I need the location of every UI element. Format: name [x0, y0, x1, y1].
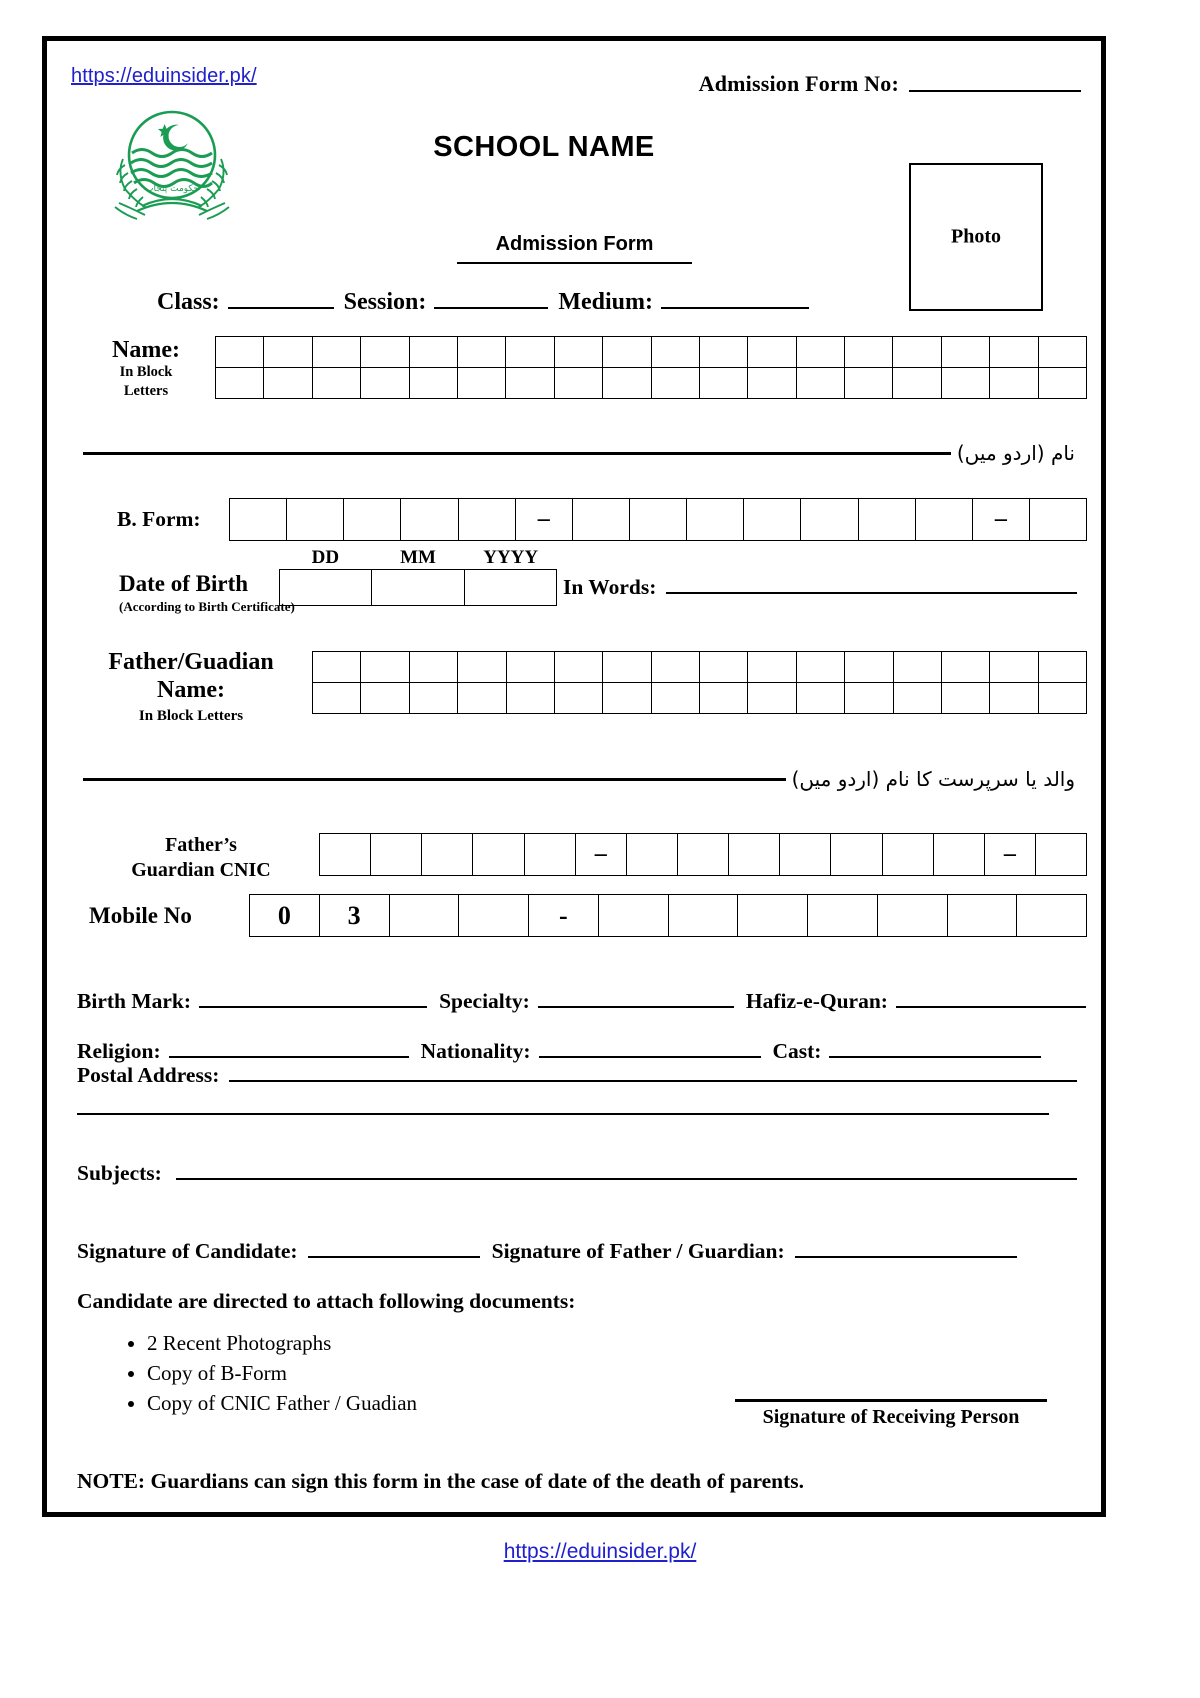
session-input-line[interactable] — [434, 307, 548, 309]
grid-row — [216, 368, 1087, 399]
grid-cell[interactable] — [313, 368, 361, 399]
grid-cell[interactable] — [371, 834, 422, 876]
grid-cell[interactable] — [313, 652, 361, 683]
grid-cell-filled[interactable]: – — [985, 834, 1036, 876]
urdu-father-name-row — [83, 767, 1075, 791]
grid-cell[interactable] — [942, 337, 990, 368]
grid-cell[interactable] — [831, 834, 882, 876]
in-words-label: In Words: — [563, 575, 657, 599]
cnic-label-line2: Guardian CNIC — [131, 859, 271, 881]
nationality-input-line[interactable] — [539, 1056, 761, 1058]
grid-cell[interactable] — [410, 683, 458, 714]
birth-mark-input-line[interactable] — [199, 1006, 427, 1008]
in-words-input-line[interactable] — [666, 592, 1077, 594]
name-character-grid[interactable] — [215, 336, 1087, 399]
receiving-person-signature-block — [735, 1399, 1047, 1429]
grid-cell[interactable] — [1030, 499, 1087, 541]
subjects-input-line[interactable] — [176, 1178, 1077, 1180]
dob-label-sub: (According to Birth Certificate) — [119, 599, 295, 614]
photo-placeholder-box[interactable] — [909, 163, 1043, 311]
grid-row — [313, 683, 1087, 714]
grid-cell[interactable] — [990, 683, 1038, 714]
subjects-row — [77, 1161, 1077, 1186]
attach-documents-title: Candidate are directed to attach following documents: — [77, 1289, 576, 1313]
admission-form-no-blank-line[interactable] — [909, 90, 1081, 92]
grid-cell[interactable] — [555, 683, 603, 714]
grid-cell[interactable] — [458, 683, 506, 714]
grid-cell[interactable] — [700, 683, 748, 714]
grid-cell[interactable] — [808, 895, 878, 937]
father-label-second: Name: — [157, 676, 225, 703]
form-note: NOTE: Guardians can sign this form in the case of date of the death of parents. — [77, 1469, 805, 1493]
grid-cell[interactable] — [603, 368, 651, 399]
grid-cell[interactable] — [738, 895, 808, 937]
birth-mark-label: Birth Mark: — [77, 989, 192, 1013]
class-input-line[interactable] — [228, 307, 334, 309]
hafiz-e-quran-label: Hafiz-e-Quran: — [745, 989, 888, 1013]
cast-label: Cast: — [772, 1039, 822, 1063]
religion-info-row — [77, 1039, 1077, 1064]
grid-cell[interactable] — [700, 652, 748, 683]
grid-cell-filled[interactable]: - — [529, 895, 599, 937]
grid-cell-filled[interactable]: – — [576, 834, 627, 876]
grid-cell[interactable] — [361, 337, 409, 368]
grid-cell-filled[interactable]: 3 — [320, 895, 390, 937]
grid-cell[interactable] — [942, 683, 990, 714]
grid-cell[interactable] — [700, 337, 748, 368]
father-name-character-grid[interactable] — [312, 651, 1087, 714]
grid-cell[interactable] — [458, 368, 506, 399]
dob-column-header: DD — [311, 547, 340, 568]
grid-cell[interactable] — [942, 368, 990, 399]
grid-cell[interactable] — [744, 499, 801, 541]
birth-mark-info-row — [77, 989, 1077, 1014]
form-subtitle: Admission Form — [457, 233, 692, 264]
grid-cell[interactable] — [1039, 652, 1087, 683]
document-list-item: • Copy of B-Form — [147, 1359, 417, 1389]
urdu-name-row — [83, 441, 1075, 465]
grid-cell[interactable] — [652, 683, 700, 714]
top-site-url-link[interactable]: https://eduinsider.pk/ — [71, 65, 257, 87]
grid-cell[interactable] — [678, 834, 729, 876]
grid-cell[interactable] — [344, 499, 401, 541]
grid-cell[interactable] — [230, 499, 287, 541]
cast-input-line[interactable] — [829, 1056, 1041, 1058]
grid-cell[interactable] — [990, 368, 1038, 399]
grid-cell[interactable] — [422, 834, 473, 876]
grid-cell[interactable] — [507, 683, 555, 714]
candidate-signature-line[interactable] — [308, 1256, 480, 1258]
admission-form-no-label: Admission Form No: — [698, 71, 899, 96]
grid-cell[interactable] — [459, 499, 516, 541]
class-session-medium-row — [157, 289, 819, 316]
grid-cell[interactable] — [506, 368, 554, 399]
grid-cell[interactable] — [264, 368, 312, 399]
grid-cell[interactable] — [748, 368, 796, 399]
urdu-name-input-line[interactable] — [83, 452, 951, 455]
grid-cell[interactable] — [990, 652, 1038, 683]
religion-input-line[interactable] — [169, 1056, 409, 1058]
grid-cell[interactable] — [729, 834, 780, 876]
grid-cell[interactable] — [948, 895, 1018, 937]
grid-cell[interactable] — [459, 895, 529, 937]
specialty-input-line[interactable] — [538, 1006, 734, 1008]
admission-form-no-field — [699, 71, 1081, 97]
grid-cell[interactable] — [801, 499, 858, 541]
grid-cell[interactable] — [652, 337, 700, 368]
dob-column-headers — [279, 547, 557, 569]
grid-cell[interactable] — [1036, 834, 1087, 876]
grid-cell[interactable] — [1039, 683, 1087, 714]
father-label-small: In Block Letters — [138, 708, 244, 725]
grid-cell[interactable] — [652, 652, 700, 683]
grid-cell[interactable] — [1039, 337, 1087, 368]
cnic-field-label — [93, 833, 309, 883]
grid-cell[interactable] — [603, 337, 651, 368]
required-documents-list — [113, 1329, 417, 1418]
grid-cell-filled[interactable]: – — [516, 499, 573, 541]
dob-field-label — [119, 571, 295, 615]
subjects-label: Subjects: — [77, 1161, 162, 1185]
grid-cell[interactable] — [845, 337, 893, 368]
grid-cell[interactable] — [1017, 895, 1087, 937]
grid-cell[interactable] — [287, 499, 344, 541]
grid-cell[interactable] — [603, 683, 651, 714]
grid-cell[interactable] — [748, 683, 796, 714]
urdu-father-name-input-line[interactable] — [83, 778, 786, 781]
grid-cell[interactable] — [893, 368, 941, 399]
grid-cell[interactable] — [361, 368, 409, 399]
grid-cell[interactable] — [780, 834, 831, 876]
grid-cell[interactable] — [603, 652, 651, 683]
receiving-person-signature-line[interactable] — [735, 1399, 1047, 1402]
grid-cell[interactable] — [410, 652, 458, 683]
dob-column-header: YYYY — [483, 547, 539, 568]
punjab-government-emblem-icon — [97, 103, 247, 228]
grid-cell[interactable] — [390, 895, 460, 937]
guardian-signature-line[interactable] — [795, 1256, 1017, 1258]
footer-site-url-link[interactable]: https://eduinsider.pk/ — [503, 1540, 697, 1563]
dob-in-words-row — [563, 575, 1077, 600]
cnic-number-grid[interactable] — [319, 833, 1087, 876]
name-label-line2: In Block — [119, 364, 173, 381]
grid-cell[interactable] — [859, 499, 916, 541]
class-label: Class: — [157, 289, 220, 315]
grid-cell[interactable] — [990, 337, 1038, 368]
cnic-label-line1: Father’s — [165, 834, 237, 856]
name-label-line3: Letters — [123, 382, 169, 399]
urdu-father-name-label: والد یا سرپرست کا نام (اردو میں) — [791, 767, 1075, 791]
grid-cell[interactable] — [361, 683, 409, 714]
grid-cell[interactable] — [372, 570, 464, 606]
grid-cell[interactable] — [797, 337, 845, 368]
bform-number-grid[interactable] — [229, 498, 1087, 541]
medium-label: Medium: — [558, 289, 654, 315]
document-list-item: • Copy of CNIC Father / Guadian — [147, 1389, 417, 1419]
document-list-item: • 2 Recent Photographs — [147, 1329, 417, 1359]
grid-cell-filled[interactable]: – — [973, 499, 1030, 541]
medium-input-line[interactable] — [661, 307, 809, 309]
grid-cell[interactable] — [555, 337, 603, 368]
grid-cell[interactable] — [748, 652, 796, 683]
grid-cell[interactable] — [507, 652, 555, 683]
grid-cell[interactable] — [573, 499, 630, 541]
grid-cell[interactable] — [1039, 368, 1087, 399]
grid-cell[interactable] — [525, 834, 576, 876]
grid-cell[interactable] — [361, 652, 409, 683]
grid-cell[interactable] — [320, 834, 371, 876]
grid-cell[interactable] — [845, 652, 893, 683]
grid-cell-filled[interactable]: 0 — [250, 895, 320, 937]
grid-cell[interactable] — [894, 652, 942, 683]
form-outer-border — [42, 36, 1106, 1517]
grid-cell[interactable] — [506, 337, 554, 368]
grid-cell[interactable] — [555, 652, 603, 683]
postal-address-input-line-1[interactable] — [229, 1080, 1077, 1082]
photo-label: Photo — [951, 225, 1001, 248]
father-name-field-label — [77, 649, 305, 725]
grid-cell[interactable] — [916, 499, 973, 541]
urdu-name-label: نام (اردو میں) — [956, 441, 1075, 465]
postal-address-row — [77, 1063, 1077, 1088]
grid-cell[interactable] — [700, 368, 748, 399]
grid-cell[interactable] — [313, 683, 361, 714]
session-label: Session: — [343, 289, 427, 315]
grid-cell[interactable] — [797, 683, 845, 714]
dob-input-grid[interactable] — [279, 569, 557, 606]
grid-cell[interactable] — [458, 337, 506, 368]
grid-cell[interactable] — [627, 834, 678, 876]
father-label-main: Father/Guadian — [108, 649, 274, 675]
candidate-signature-label: Signature of Candidate: — [77, 1239, 298, 1263]
grid-cell[interactable] — [216, 368, 264, 399]
grid-cell[interactable] — [687, 499, 744, 541]
grid-cell[interactable] — [652, 368, 700, 399]
grid-cell[interactable] — [878, 895, 948, 937]
svg-text:حکومت پنجاب: حکومت پنجاب — [145, 184, 199, 194]
grid-cell[interactable] — [894, 683, 942, 714]
grid-row — [216, 337, 1087, 368]
religion-label: Religion: — [77, 1039, 161, 1063]
grid-cell[interactable] — [893, 337, 941, 368]
postal-address-label: Postal Address: — [77, 1063, 220, 1087]
nationality-label: Nationality: — [420, 1039, 531, 1063]
grid-cell[interactable] — [410, 337, 458, 368]
bform-label: B. Form: — [117, 507, 201, 531]
grid-cell[interactable] — [555, 368, 603, 399]
hafiz-e-quran-input-line[interactable] — [896, 1006, 1086, 1008]
grid-cell[interactable] — [845, 368, 893, 399]
guardian-signature-label: Signature of Father / Guardian: — [491, 1239, 785, 1263]
school-name-title: SCHOOL NAME — [433, 131, 655, 163]
grid-cell[interactable] — [465, 570, 557, 606]
grid-cell[interactable] — [797, 652, 845, 683]
grid-cell[interactable] — [883, 834, 934, 876]
name-label-main: Name: — [112, 337, 180, 363]
grid-cell[interactable] — [410, 368, 458, 399]
grid-cell[interactable] — [797, 368, 845, 399]
grid-cell[interactable] — [216, 337, 264, 368]
grid-row — [313, 652, 1087, 683]
dob-column-header: MM — [400, 547, 436, 568]
mobile-no-label: Mobile No — [89, 903, 192, 928]
grid-cell[interactable] — [748, 337, 796, 368]
mobile-number-grid[interactable] — [249, 894, 1087, 937]
grid-cell[interactable] — [669, 895, 739, 937]
grid-cell[interactable] — [630, 499, 687, 541]
grid-cell[interactable] — [458, 652, 506, 683]
grid-cell[interactable] — [845, 683, 893, 714]
grid-cell[interactable] — [942, 652, 990, 683]
receiving-person-label: Signature of Receiving Person — [762, 1406, 1020, 1428]
dob-label-main: Date of Birth — [119, 571, 249, 596]
grid-cell[interactable] — [401, 499, 458, 541]
grid-cell[interactable] — [599, 895, 669, 937]
postal-address-input-line-2[interactable] — [77, 1113, 1049, 1115]
grid-cell[interactable] — [313, 337, 361, 368]
signature-row — [77, 1239, 1087, 1264]
name-field-label — [83, 337, 209, 400]
grid-cell[interactable] — [934, 834, 985, 876]
grid-cell[interactable] — [280, 570, 372, 606]
grid-cell[interactable] — [473, 834, 524, 876]
specialty-label: Specialty: — [439, 989, 530, 1013]
grid-cell[interactable] — [264, 337, 312, 368]
